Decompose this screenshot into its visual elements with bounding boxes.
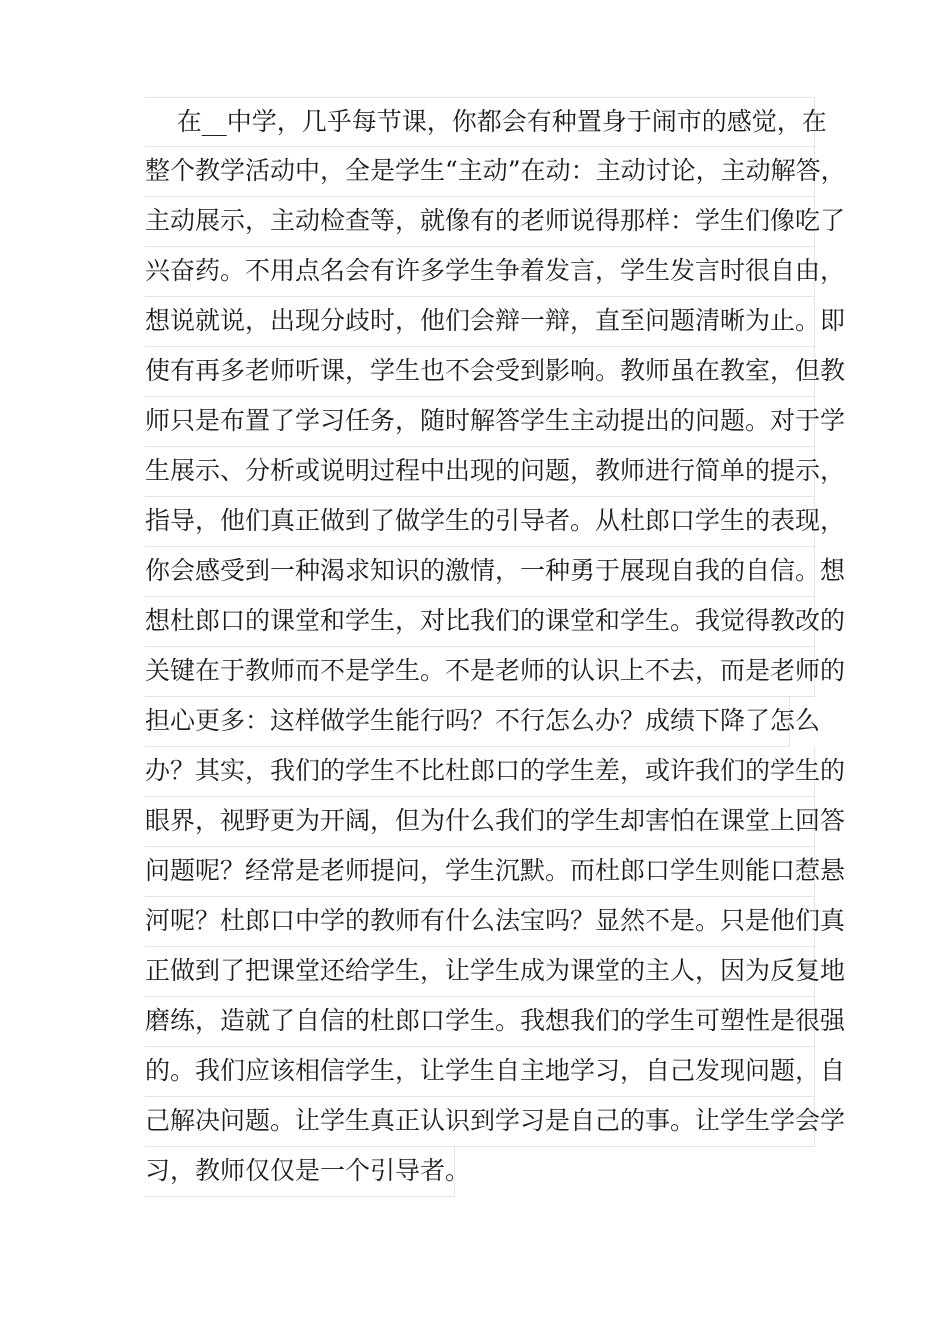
text-line: 习，教师仅仅是一个引导者。 [145,1147,455,1197]
text-line: 你会感受到一种渴求知识的激情，一种勇于展现自我的自信。想 [145,547,815,597]
text-line: 使有再多老师听课，学生也不会受到影响。教师虽在教室，但教 [145,347,815,397]
text-line: 整个教学活动中，全是学生“主动”在动：主动讨论，主动解答， [145,147,815,197]
text-line: 想说就说，出现分歧时，他们会辩一辩，直至问题清晰为止。即 [145,297,815,347]
text-line: 担心更多：这样做学生能行吗？不行怎么办？成绩下降了怎么 [145,697,790,747]
text-line: 眼界，视野更为开阔，但为什么我们的学生却害怕在课堂上回答 [145,797,815,847]
text-line: 指导，他们真正做到了做学生的引导者。从杜郎口学生的表现， [145,497,815,547]
text-line: 主动展示，主动检查等，就像有的老师说得那样：学生们像吃了 [145,197,815,247]
text-line: 师只是布置了学习任务，随时解答学生主动提出的问题。对于学 [145,397,815,447]
text-line: 河呢？杜郎口中学的教师有什么法宝吗？显然不是。只是他们真 [145,897,815,947]
text-line: 磨练，造就了自信的杜郎口学生。我想我们的学生可塑性是很强 [145,997,815,1047]
paragraph [145,97,846,1197]
text-line: 在__中学，几乎每节课，你都会有种置身于闹市的感觉，在 [145,97,815,147]
text-line: 想杜郎口的课堂和学生，对比我们的课堂和学生。我觉得教改的 [145,597,815,647]
text-line: 关键在于教师而不是学生。不是老师的认识上不去，而是老师的 [145,647,815,697]
text-line: 的。我们应该相信学生，让学生自主地学习，自己发现问题，自 [145,1047,815,1097]
text-line: 生展示、分析或说明过程中出现的问题，教师进行简单的提示， [145,447,815,497]
text-line: 己解决问题。让学生真正认识到学习是自己的事。让学生学会学 [145,1097,815,1147]
text-line: 正做到了把课堂还给学生，让学生成为课堂的主人，因为反复地 [145,947,815,997]
text-line: 问题呢？经常是老师提问，学生沉默。而杜郎口学生则能口惹悬 [145,847,815,897]
text-line: 兴奋药。不用点名会有许多学生争着发言，学生发言时很自由， [145,247,815,297]
text-line: 办？其实，我们的学生不比杜郎口的学生差，或许我们的学生的 [145,747,815,797]
